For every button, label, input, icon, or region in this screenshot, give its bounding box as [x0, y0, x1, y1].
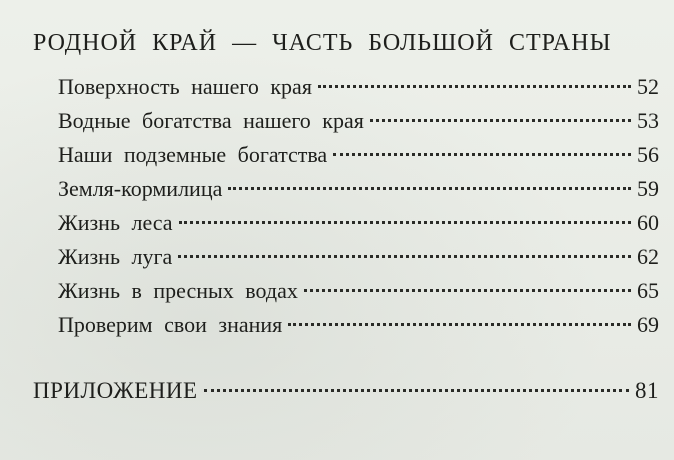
- toc-entry: [58, 142, 659, 176]
- toc-entry: [58, 312, 659, 346]
- dot-leader: [228, 187, 631, 190]
- toc-entry: [58, 108, 659, 142]
- toc-entry-page: 62: [637, 244, 659, 269]
- toc-entry-title: Жизнь луга: [58, 244, 173, 269]
- toc-entry-title: Водные богатства нашего края: [58, 108, 364, 133]
- toc-list: [58, 74, 659, 346]
- toc-entry-page: 53: [637, 108, 659, 133]
- toc-entry-title: Жизнь леса: [58, 210, 173, 235]
- toc-entry-title: Проверим свои знания: [58, 312, 283, 337]
- toc-entry-title: Жизнь в пресных водах: [58, 278, 298, 303]
- appendix-entry: [33, 378, 659, 412]
- toc-entry-appendix: [33, 378, 659, 412]
- dot-leader: [178, 255, 631, 258]
- dot-leader: [304, 289, 631, 292]
- dot-leader: [179, 221, 631, 224]
- appendix-page: 81: [635, 378, 659, 403]
- toc-entry-page: 52: [637, 74, 659, 99]
- toc-entry-page: 69: [637, 312, 659, 337]
- toc-entry-title: Земля-кормилица: [58, 176, 223, 201]
- dot-leader: [204, 389, 629, 392]
- toc-entry-page: 65: [637, 278, 659, 303]
- toc-entry-title: Наши подземные богатства: [58, 142, 328, 167]
- dot-leader: [333, 153, 631, 156]
- toc-entry: [58, 210, 659, 244]
- toc-entry-page: 60: [637, 210, 659, 235]
- toc-entry: [58, 74, 659, 108]
- dot-leader: [288, 323, 631, 326]
- toc-entry: [58, 176, 659, 210]
- toc-entry: [58, 278, 659, 312]
- toc-entry-page: 56: [637, 142, 659, 167]
- dot-leader: [318, 85, 631, 88]
- toc-entry-title: Поверхность нашего края: [58, 74, 312, 99]
- dot-leader: [370, 119, 631, 122]
- section-heading: РОДНОЙ КРАЙ — ЧАСТЬ БОЛЬШОЙ СТРАНЫ: [33, 30, 612, 56]
- toc-entry-page: 59: [637, 176, 659, 201]
- appendix-title: ПРИЛОЖЕНИЕ: [33, 378, 198, 403]
- toc-entry: [58, 244, 659, 278]
